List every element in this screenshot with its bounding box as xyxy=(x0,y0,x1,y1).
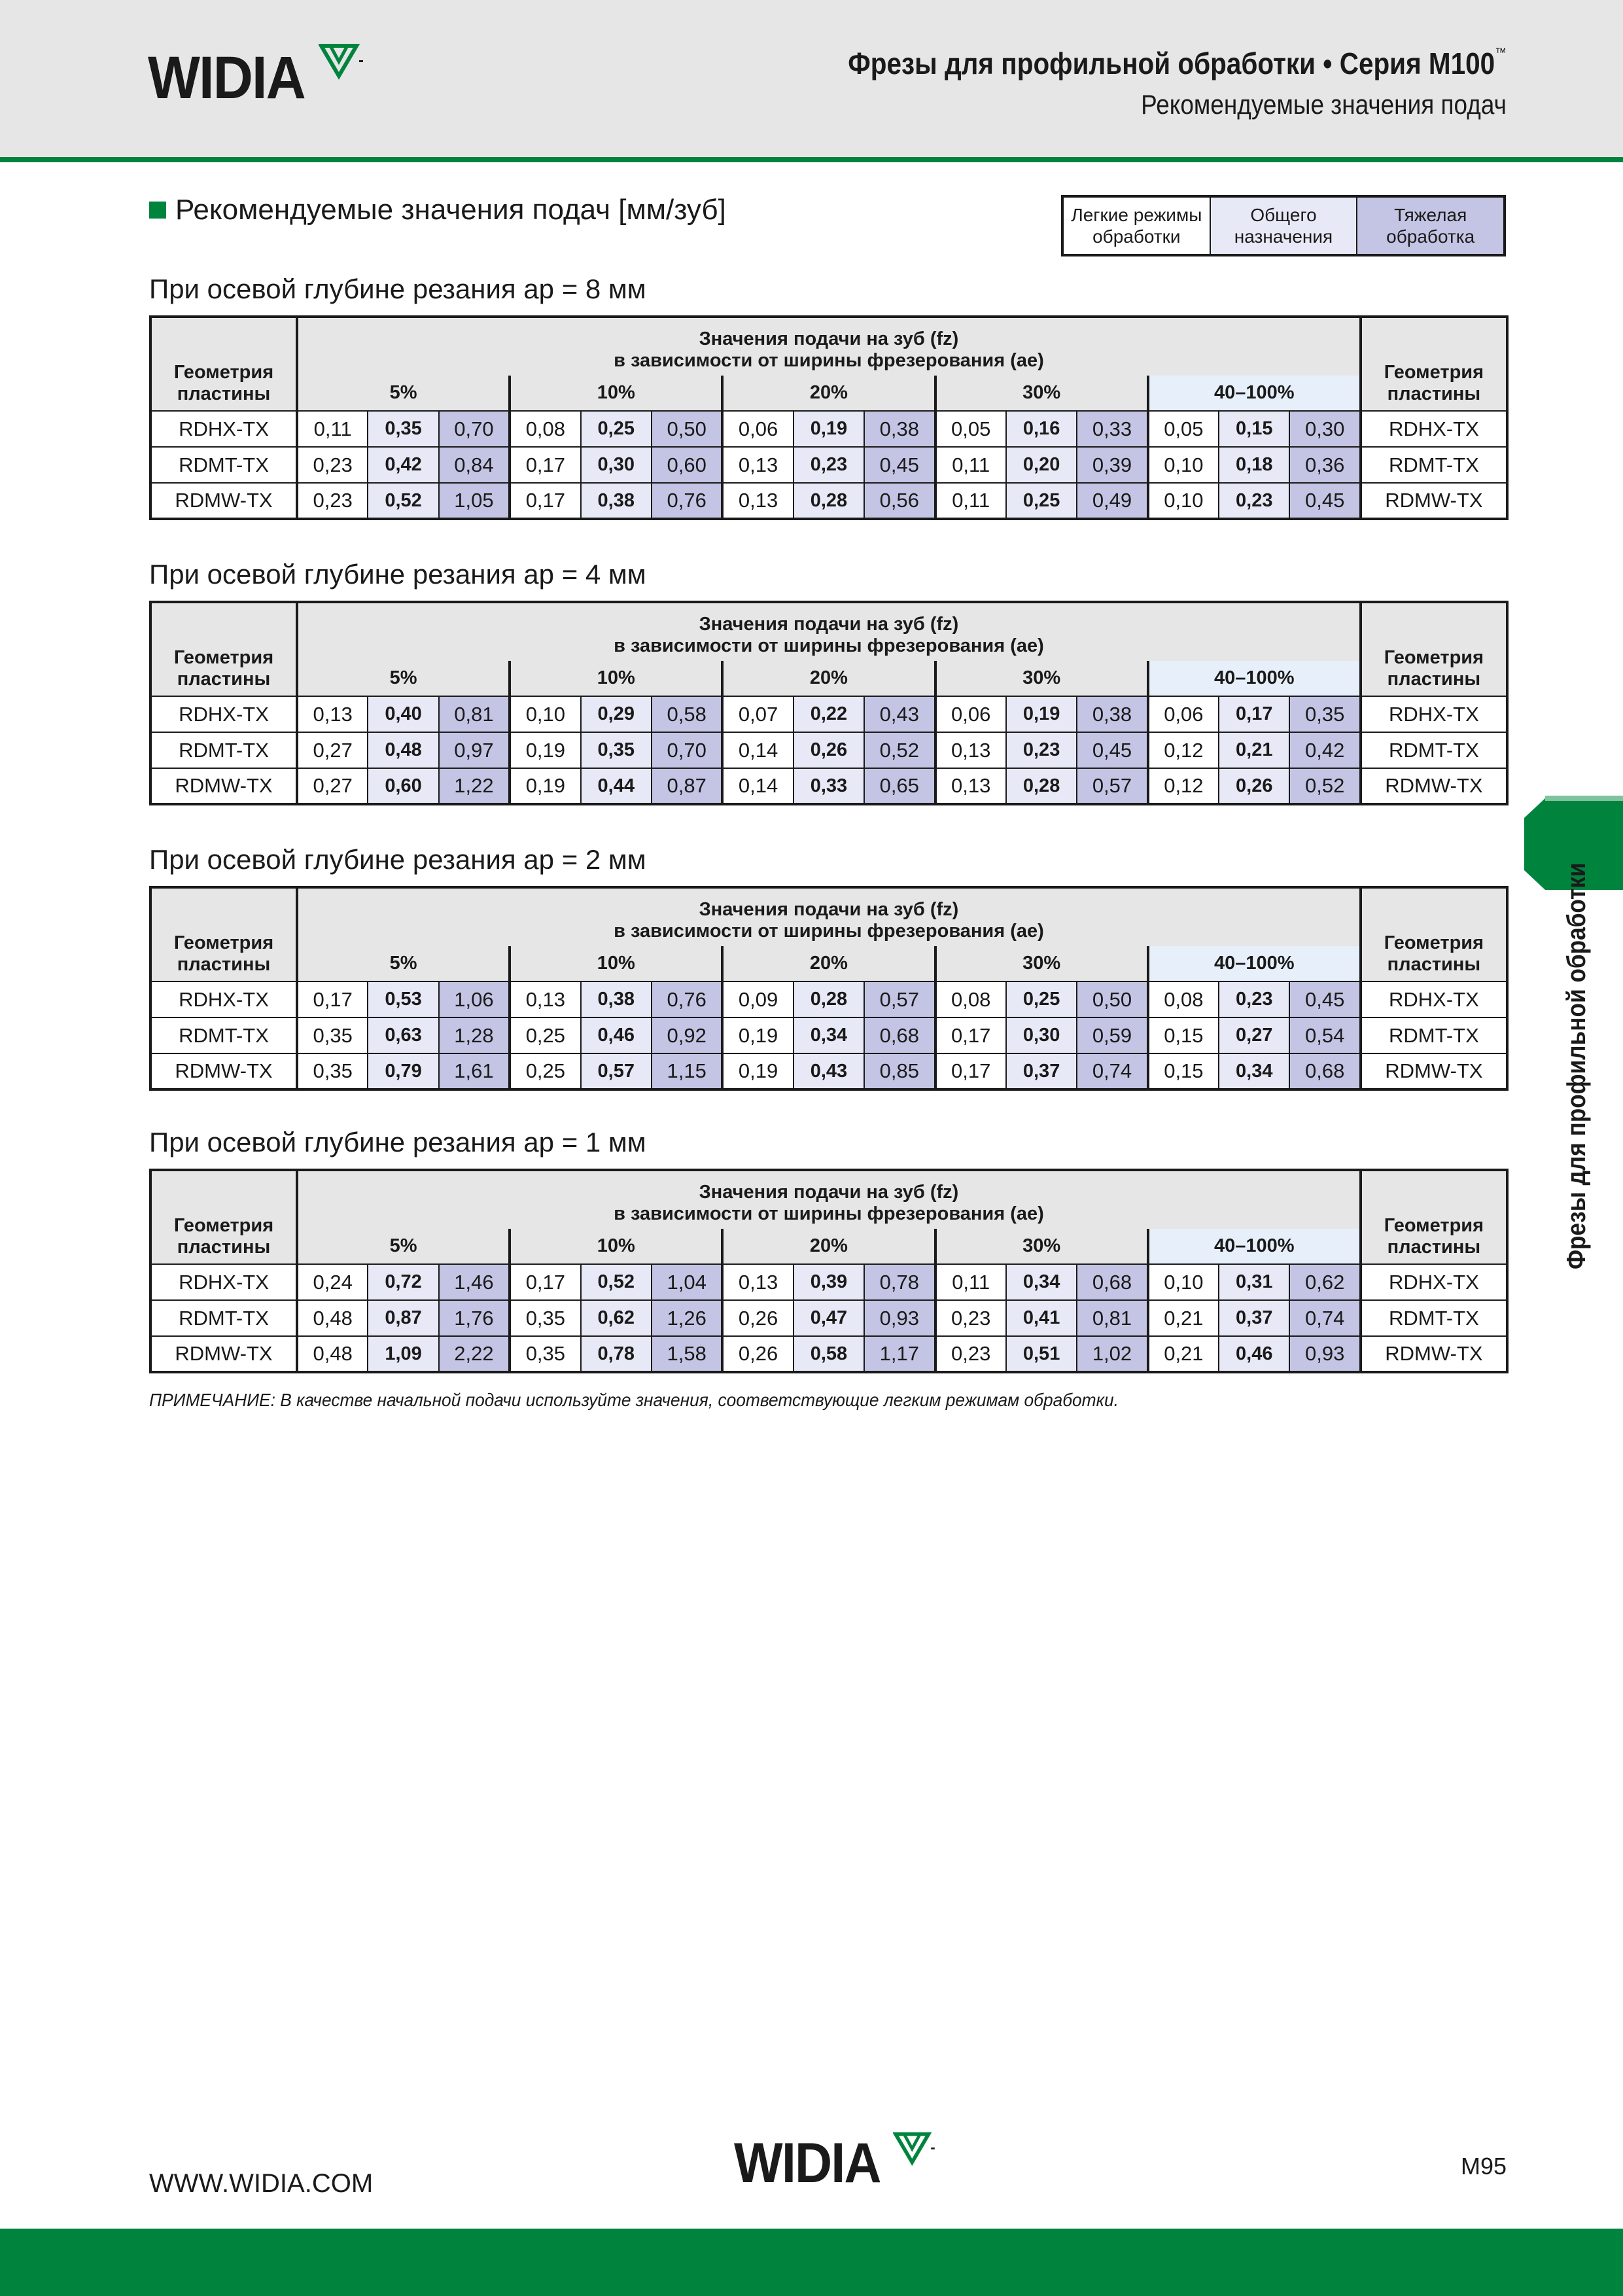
feed-value: 0,35 xyxy=(510,1336,580,1372)
feed-value: 0,60 xyxy=(652,447,722,483)
feed-value: 0,78 xyxy=(864,1264,935,1300)
feed-header-line1: Значения подачи на зуб (fz) xyxy=(699,614,959,635)
feed-value: 0,17 xyxy=(935,1017,1006,1053)
feed-value: 0,19 xyxy=(1006,696,1077,732)
feed-value: 0,20 xyxy=(1006,447,1077,483)
feed-value: 1,76 xyxy=(439,1300,510,1336)
feed-value: 0,38 xyxy=(864,411,935,447)
feed-value: 0,42 xyxy=(1289,732,1360,768)
feed-value: 0,56 xyxy=(864,483,935,519)
insert-geometry: RDHX-TX xyxy=(1361,1264,1507,1300)
footer-logo-wordmark: WIDIA xyxy=(734,2132,881,2195)
depth-title: При осевой глубине резания ap = 4 мм xyxy=(149,559,646,590)
insert-geometry: RDMW-TX xyxy=(150,768,297,804)
feed-value: 0,26 xyxy=(1219,768,1289,804)
feed-value: 0,11 xyxy=(935,483,1006,519)
feed-value: 0,15 xyxy=(1148,1017,1219,1053)
width-header: 30% xyxy=(935,946,1148,981)
feed-value: 0,97 xyxy=(439,732,510,768)
feed-value: 0,49 xyxy=(1077,483,1147,519)
feed-value: 0,30 xyxy=(581,447,652,483)
feed-value: 0,57 xyxy=(581,1053,652,1089)
feed-value: 0,35 xyxy=(581,732,652,768)
feed-value: 0,43 xyxy=(864,696,935,732)
feed-value: 0,68 xyxy=(1289,1053,1360,1089)
insert-geometry: RDHX-TX xyxy=(1361,981,1507,1017)
feed-value: 0,57 xyxy=(1077,768,1147,804)
feed-value: 0,16 xyxy=(1006,411,1077,447)
width-header: 40–100% xyxy=(1148,946,1361,981)
feed-header xyxy=(297,317,1361,376)
insert-geometry: RDMT-TX xyxy=(1361,732,1507,768)
feed-value: 0,25 xyxy=(1006,483,1077,519)
feed-value: 0,37 xyxy=(1006,1053,1077,1089)
feed-value: 0,15 xyxy=(1219,411,1289,447)
feed-value: 0,52 xyxy=(1289,768,1360,804)
feed-value: 0,17 xyxy=(510,1264,580,1300)
width-header: 40–100% xyxy=(1148,376,1361,411)
feed-value: 0,17 xyxy=(297,981,368,1017)
feed-value: 0,25 xyxy=(1006,981,1077,1017)
geometry-header: Геометрия пластины xyxy=(150,1170,297,1264)
feed-value: 0,60 xyxy=(368,768,438,804)
insert-geometry: RDMW-TX xyxy=(150,483,297,519)
insert-geometry: RDMW-TX xyxy=(150,1053,297,1089)
depth-title: При осевой глубине резания ap = 8 мм xyxy=(149,274,646,304)
width-header: 20% xyxy=(722,1229,935,1264)
geometry-header: Геометрия пластины xyxy=(1361,1170,1507,1264)
feed-value: 0,23 xyxy=(1219,981,1289,1017)
green-square-bullet-icon xyxy=(149,202,166,219)
feed-header-line1: Значения подачи на зуб (fz) xyxy=(699,899,959,920)
geometry-header: Геометрия пластины xyxy=(1361,602,1507,696)
width-header: 30% xyxy=(935,661,1148,696)
feed-value: 0,34 xyxy=(794,1017,864,1053)
feed-header-line2: в зависимости от ширины фрезерования (ae) xyxy=(614,1203,1044,1224)
width-header: 30% xyxy=(935,376,1148,411)
feed-value: 0,28 xyxy=(794,981,864,1017)
feed-value: 0,21 xyxy=(1219,732,1289,768)
feed-value: 0,87 xyxy=(368,1300,438,1336)
feed-value: 0,38 xyxy=(581,981,652,1017)
feed-value: 0,27 xyxy=(1219,1017,1289,1053)
insert-geometry: RDMT-TX xyxy=(1361,1017,1507,1053)
feed-value: 1,09 xyxy=(368,1336,438,1372)
feed-value: 0,17 xyxy=(510,483,580,519)
feed-value: 0,74 xyxy=(1289,1300,1360,1336)
feed-value: 0,52 xyxy=(368,483,438,519)
feed-value: 0,81 xyxy=(1077,1300,1147,1336)
table-row xyxy=(150,732,1507,768)
feed-value: 0,40 xyxy=(368,696,438,732)
feed-value: 0,51 xyxy=(1006,1336,1077,1372)
geometry-header: Геометрия пластины xyxy=(150,602,297,696)
feed-value: 1,02 xyxy=(1077,1336,1147,1372)
width-header: 20% xyxy=(722,376,935,411)
feed-value: 0,47 xyxy=(794,1300,864,1336)
feed-value: 0,41 xyxy=(1006,1300,1077,1336)
feed-header-line2: в зависимости от ширины фрезерования (ae) xyxy=(614,350,1044,371)
feed-value: 0,30 xyxy=(1289,411,1360,447)
feed-value: 0,87 xyxy=(652,768,722,804)
table-row xyxy=(150,768,1507,804)
feed-value: 0,84 xyxy=(439,447,510,483)
geometry-header: Геометрия пластины xyxy=(1361,887,1507,981)
feed-value: 0,30 xyxy=(1006,1017,1077,1053)
feed-value: 1,05 xyxy=(439,483,510,519)
width-header: 5% xyxy=(297,946,510,981)
feed-value: 0,58 xyxy=(794,1336,864,1372)
legend-general: Общего назначения xyxy=(1211,198,1358,254)
page-number: M95 xyxy=(1460,2153,1507,2180)
insert-geometry: RDHX-TX xyxy=(1361,696,1507,732)
feed-value: 0,25 xyxy=(510,1017,580,1053)
feed-value: 0,35 xyxy=(297,1017,368,1053)
feed-value: 0,74 xyxy=(1077,1053,1147,1089)
feed-value: 0,17 xyxy=(510,447,580,483)
page-title: Фрезы для профильной обработки • Серия M100™ xyxy=(848,46,1507,80)
feed-value: 0,15 xyxy=(1148,1053,1219,1089)
feed-value: 0,23 xyxy=(794,447,864,483)
feed-value: 0,28 xyxy=(1006,768,1077,804)
feed-value: 1,15 xyxy=(652,1053,722,1089)
logo-wordmark: WIDIA xyxy=(148,44,305,111)
insert-geometry: RDMW-TX xyxy=(1361,1053,1507,1089)
insert-geometry: RDMW-TX xyxy=(150,1336,297,1372)
feed-value: 0,27 xyxy=(297,768,368,804)
table-row xyxy=(150,1017,1507,1053)
feed-value: 0,57 xyxy=(864,981,935,1017)
feed-header-line1: Значения подачи на зуб (fz) xyxy=(699,328,959,349)
table-row xyxy=(150,1264,1507,1300)
width-header: 10% xyxy=(510,661,722,696)
feed-header-line1: Значения подачи на зуб (fz) xyxy=(699,1182,959,1203)
width-header: 5% xyxy=(297,661,510,696)
feed-value: 0,65 xyxy=(864,768,935,804)
feed-value: 0,26 xyxy=(794,732,864,768)
insert-geometry: RDMT-TX xyxy=(150,1017,297,1053)
table-row xyxy=(150,411,1507,447)
feed-value: 0,05 xyxy=(1148,411,1219,447)
feed-value: 0,45 xyxy=(1289,981,1360,1017)
feed-value: 0,45 xyxy=(1077,732,1147,768)
feed-value: 0,28 xyxy=(794,483,864,519)
feed-value: 1,58 xyxy=(652,1336,722,1372)
feed-value: 0,34 xyxy=(1006,1264,1077,1300)
width-header: 10% xyxy=(510,946,722,981)
feed-header-line2: в зависимости от ширины фрезерования (ae) xyxy=(614,921,1044,942)
feed-table xyxy=(149,1169,1509,1373)
feed-value: 0,22 xyxy=(794,696,864,732)
bottom-green-bar xyxy=(0,2229,1623,2296)
feed-value: 0,50 xyxy=(1077,981,1147,1017)
insert-geometry: RDHX-TX xyxy=(150,981,297,1017)
feed-header xyxy=(297,602,1361,661)
table-row xyxy=(150,1300,1507,1336)
feed-value: 0,85 xyxy=(864,1053,935,1089)
feed-value: 0,68 xyxy=(1077,1264,1147,1300)
feed-value: 0,39 xyxy=(794,1264,864,1300)
feed-value: 0,79 xyxy=(368,1053,438,1089)
feed-value: 0,13 xyxy=(935,768,1006,804)
feed-value: 1,04 xyxy=(652,1264,722,1300)
feed-value: 0,48 xyxy=(297,1336,368,1372)
width-header: 20% xyxy=(722,946,935,981)
feed-value: 0,63 xyxy=(368,1017,438,1053)
feed-value: 0,53 xyxy=(368,981,438,1017)
width-header: 20% xyxy=(722,661,935,696)
machining-mode-legend xyxy=(1061,195,1506,256)
section-title: Рекомендуемые значения подач [мм/зуб] xyxy=(149,194,726,226)
feed-value: 0,06 xyxy=(1148,696,1219,732)
feed-value: 0,36 xyxy=(1289,447,1360,483)
feed-value: 0,35 xyxy=(368,411,438,447)
depth-title: При осевой глубине резания ap = 2 мм xyxy=(149,844,646,875)
feed-value: 0,76 xyxy=(652,981,722,1017)
feed-value: 0,18 xyxy=(1219,447,1289,483)
feed-value: 0,93 xyxy=(864,1300,935,1336)
width-header: 5% xyxy=(297,376,510,411)
insert-geometry: RDMT-TX xyxy=(150,1300,297,1336)
feed-table xyxy=(149,601,1509,805)
feed-value: 0,13 xyxy=(297,696,368,732)
insert-geometry: RDMW-TX xyxy=(1361,768,1507,804)
feed-value: 0,72 xyxy=(368,1264,438,1300)
feed-value: 0,19 xyxy=(794,411,864,447)
feed-value: 0,13 xyxy=(935,732,1006,768)
feed-table xyxy=(149,315,1509,520)
feed-value: 0,70 xyxy=(652,732,722,768)
feed-value: 0,25 xyxy=(581,411,652,447)
legend-heavy: Тяжелая обработка xyxy=(1357,198,1503,254)
feed-value: 0,52 xyxy=(864,732,935,768)
feed-value: 0,06 xyxy=(722,411,793,447)
feed-value: 0,07 xyxy=(722,696,793,732)
feed-value: 0,58 xyxy=(652,696,722,732)
footer-url[interactable]: WWW.WIDIA.COM xyxy=(149,2169,374,2198)
geometry-header: Геометрия пластины xyxy=(1361,317,1507,411)
feed-value: 0,39 xyxy=(1077,447,1147,483)
feed-value: 0,19 xyxy=(510,768,580,804)
feed-value: 0,45 xyxy=(864,447,935,483)
page-header xyxy=(0,0,1623,162)
feed-value: 0,81 xyxy=(439,696,510,732)
feed-value: 0,27 xyxy=(297,732,368,768)
width-header: 5% xyxy=(297,1229,510,1264)
feed-value: 0,24 xyxy=(297,1264,368,1300)
feed-header xyxy=(297,887,1361,946)
feed-header xyxy=(297,1170,1361,1229)
width-header: 30% xyxy=(935,1229,1148,1264)
feed-value: 0,46 xyxy=(581,1017,652,1053)
insert-geometry: RDHX-TX xyxy=(150,411,297,447)
feed-value: 0,21 xyxy=(1148,1300,1219,1336)
feed-value: 0,54 xyxy=(1289,1017,1360,1053)
feed-value: 0,13 xyxy=(722,447,793,483)
feed-value: 0,35 xyxy=(510,1300,580,1336)
feed-value: 0,13 xyxy=(510,981,580,1017)
geometry-header: Геометрия пластины xyxy=(150,317,297,411)
feed-value: 0,09 xyxy=(722,981,793,1017)
feed-value: 0,26 xyxy=(722,1336,793,1372)
feed-table xyxy=(149,886,1509,1091)
footer-widia-triangle-icon xyxy=(893,2130,936,2167)
feed-value: 1,46 xyxy=(439,1264,510,1300)
table-row xyxy=(150,447,1507,483)
feed-value: 0,06 xyxy=(935,696,1006,732)
feed-value: 0,23 xyxy=(935,1336,1006,1372)
feed-value: 0,11 xyxy=(935,447,1006,483)
feed-value: 0,43 xyxy=(794,1053,864,1089)
feed-value: 0,23 xyxy=(1006,732,1077,768)
width-header: 40–100% xyxy=(1148,661,1361,696)
side-tab-label: Фрезы для профильной обработки xyxy=(1562,862,1591,1269)
feed-value: 0,78 xyxy=(581,1336,652,1372)
feed-value: 0,26 xyxy=(722,1300,793,1336)
feed-value: 0,08 xyxy=(935,981,1006,1017)
feed-value: 1,17 xyxy=(864,1336,935,1372)
feed-value: 0,76 xyxy=(652,483,722,519)
feed-value: 0,68 xyxy=(864,1017,935,1053)
insert-geometry: RDHX-TX xyxy=(150,1264,297,1300)
feed-value: 0,05 xyxy=(935,411,1006,447)
feed-value: 1,26 xyxy=(652,1300,722,1336)
insert-geometry: RDHX-TX xyxy=(150,696,297,732)
insert-geometry: RDHX-TX xyxy=(1361,411,1507,447)
feed-value: 0,11 xyxy=(935,1264,1006,1300)
widia-logo xyxy=(148,42,364,114)
feed-value: 1,06 xyxy=(439,981,510,1017)
feed-value: 0,11 xyxy=(297,411,368,447)
feed-value: 0,10 xyxy=(510,696,580,732)
page-subtitle: Рекомендуемые значения подач xyxy=(1141,89,1507,120)
footnote: ПРИМЕЧАНИЕ: В качестве начальной подачи используйте значения, соответствующие легким режимам обработки. xyxy=(149,1390,1119,1410)
footer-widia-logo xyxy=(734,2130,936,2196)
feed-value: 0,33 xyxy=(1077,411,1147,447)
feed-value: 0,13 xyxy=(722,483,793,519)
geometry-header: Геометрия пластины xyxy=(150,887,297,981)
insert-geometry: RDMT-TX xyxy=(1361,1300,1507,1336)
feed-value: 0,48 xyxy=(368,732,438,768)
feed-value: 0,50 xyxy=(652,411,722,447)
feed-value: 0,23 xyxy=(1219,483,1289,519)
feed-value: 0,45 xyxy=(1289,483,1360,519)
feed-value: 0,34 xyxy=(1219,1053,1289,1089)
width-header: 40–100% xyxy=(1148,1229,1361,1264)
feed-value: 0,12 xyxy=(1148,732,1219,768)
feed-value: 0,23 xyxy=(935,1300,1006,1336)
feed-value: 0,46 xyxy=(1219,1336,1289,1372)
legend-light: Легкие режимы обработки xyxy=(1064,198,1211,254)
feed-value: 0,42 xyxy=(368,447,438,483)
feed-value: 0,19 xyxy=(722,1017,793,1053)
insert-geometry: RDMW-TX xyxy=(1361,483,1507,519)
depth-title: При осевой глубине резания ap = 1 мм xyxy=(149,1127,646,1157)
feed-value: 0,62 xyxy=(1289,1264,1360,1300)
feed-value: 0,23 xyxy=(297,447,368,483)
feed-value: 1,61 xyxy=(439,1053,510,1089)
insert-geometry: RDMT-TX xyxy=(1361,447,1507,483)
feed-value: 0,35 xyxy=(297,1053,368,1089)
feed-value: 0,10 xyxy=(1148,1264,1219,1300)
feed-value: 0,17 xyxy=(1219,696,1289,732)
table-row xyxy=(150,1336,1507,1372)
feed-value: 0,19 xyxy=(722,1053,793,1089)
feed-value: 0,08 xyxy=(510,411,580,447)
feed-value: 0,52 xyxy=(581,1264,652,1300)
feed-value: 1,22 xyxy=(439,768,510,804)
feed-value: 0,14 xyxy=(722,768,793,804)
feed-value: 2,22 xyxy=(439,1336,510,1372)
feed-value: 0,59 xyxy=(1077,1017,1147,1053)
feed-value: 0,48 xyxy=(297,1300,368,1336)
feed-value: 1,28 xyxy=(439,1017,510,1053)
feed-value: 0,10 xyxy=(1148,483,1219,519)
feed-value: 0,19 xyxy=(510,732,580,768)
insert-geometry: RDMT-TX xyxy=(150,732,297,768)
feed-value: 0,14 xyxy=(722,732,793,768)
feed-value: 0,44 xyxy=(581,768,652,804)
width-header: 10% xyxy=(510,1229,722,1264)
feed-value: 0,21 xyxy=(1148,1336,1219,1372)
feed-value: 0,13 xyxy=(722,1264,793,1300)
insert-geometry: RDMW-TX xyxy=(1361,1336,1507,1372)
feed-value: 0,31 xyxy=(1219,1264,1289,1300)
widia-triangle-icon xyxy=(319,42,364,81)
feed-value: 0,38 xyxy=(581,483,652,519)
feed-value: 0,35 xyxy=(1289,696,1360,732)
feed-value: 0,10 xyxy=(1148,447,1219,483)
feed-value: 0,70 xyxy=(439,411,510,447)
feed-value: 0,92 xyxy=(652,1017,722,1053)
table-row xyxy=(150,981,1507,1017)
feed-value: 0,93 xyxy=(1289,1336,1360,1372)
feed-value: 0,25 xyxy=(510,1053,580,1089)
feed-value: 0,38 xyxy=(1077,696,1147,732)
width-header: 10% xyxy=(510,376,722,411)
table-row xyxy=(150,483,1507,519)
feed-value: 0,62 xyxy=(581,1300,652,1336)
insert-geometry: RDMT-TX xyxy=(150,447,297,483)
feed-value: 0,17 xyxy=(935,1053,1006,1089)
feed-value: 0,08 xyxy=(1148,981,1219,1017)
feed-value: 0,33 xyxy=(794,768,864,804)
feed-header-line2: в зависимости от ширины фрезерования (ae) xyxy=(614,635,1044,656)
feed-value: 0,29 xyxy=(581,696,652,732)
feed-value: 0,12 xyxy=(1148,768,1219,804)
table-row xyxy=(150,1053,1507,1089)
feed-value: 0,23 xyxy=(297,483,368,519)
table-row xyxy=(150,696,1507,732)
feed-value: 0,37 xyxy=(1219,1300,1289,1336)
